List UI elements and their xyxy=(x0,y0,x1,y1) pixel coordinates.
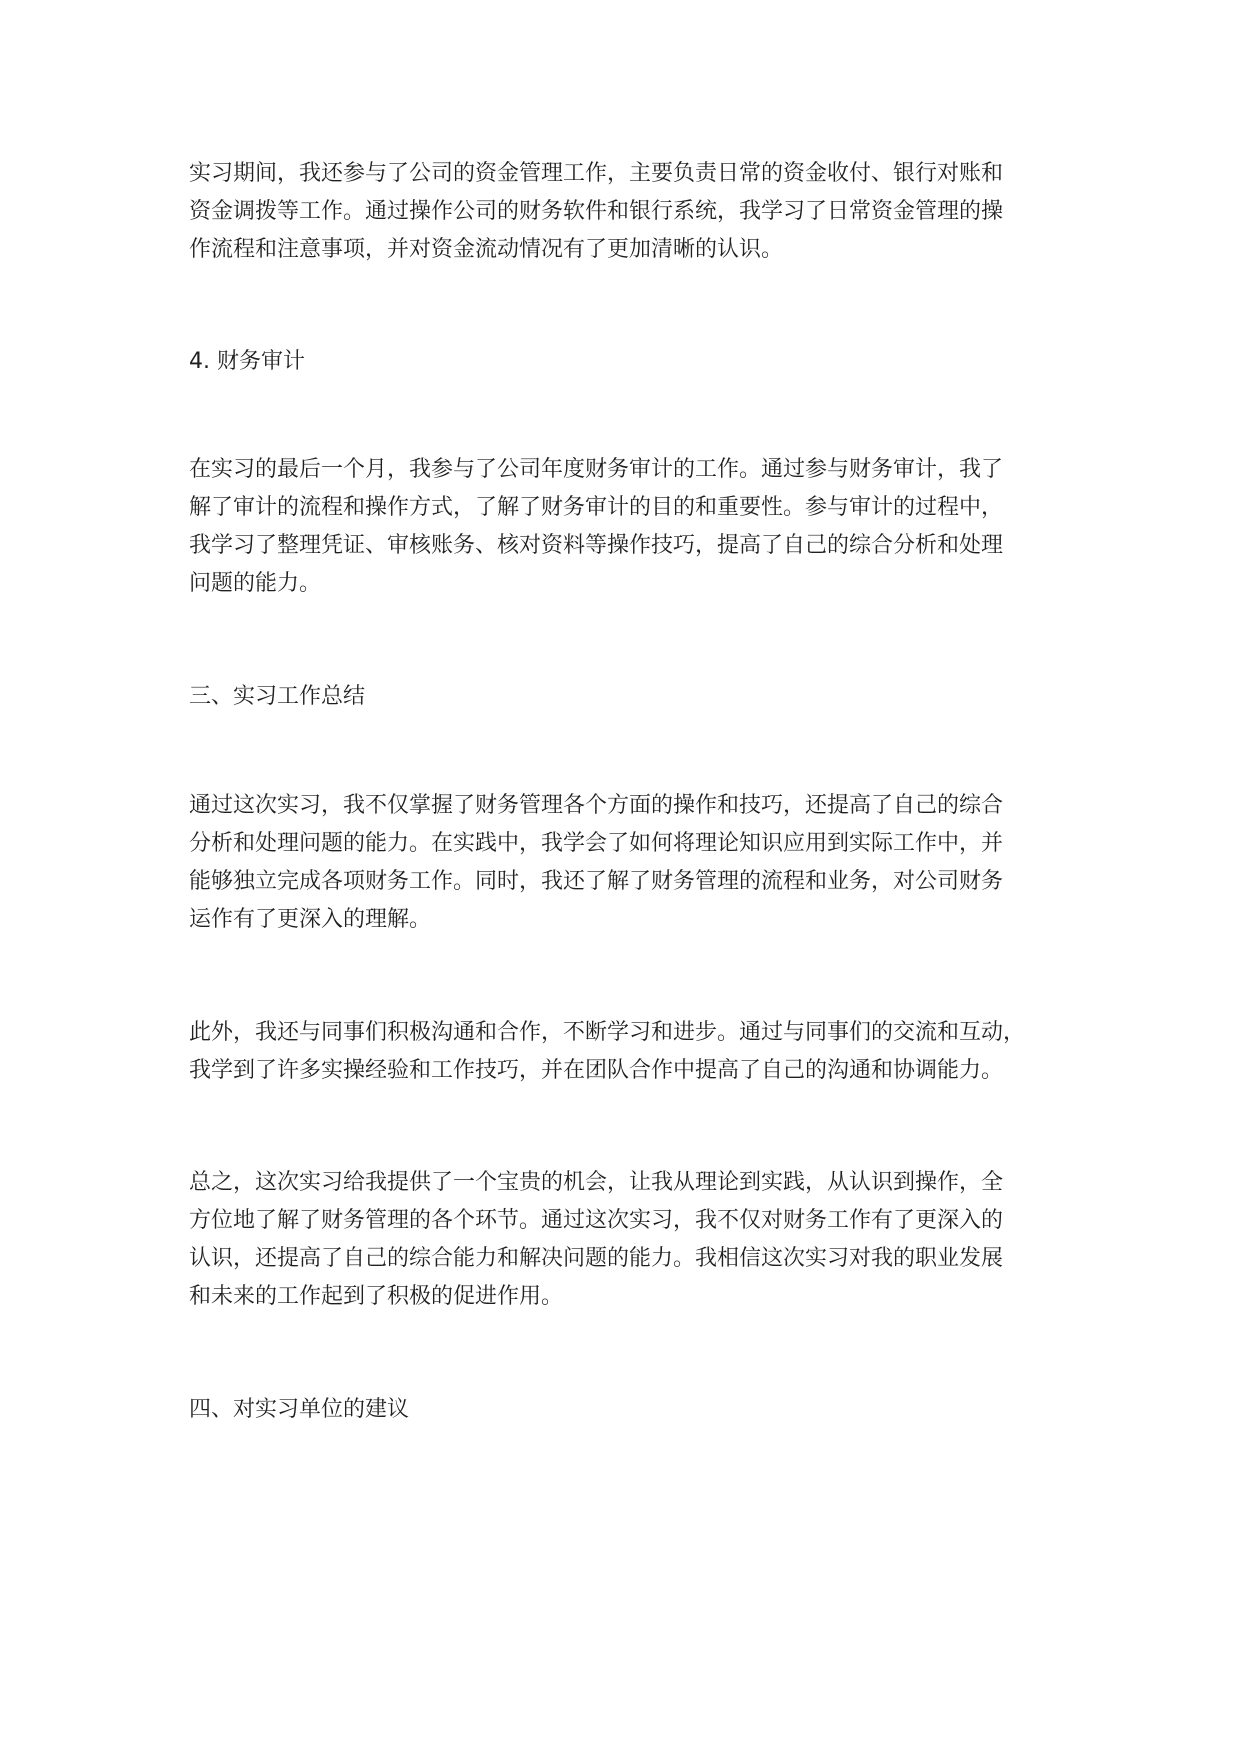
paragraph-line: 能够独立完成各项财务工作。同时，我还了解了财务管理的流程和业务，对公司财务 xyxy=(189,869,1004,894)
paragraph-line: 认识，还提高了自己的综合能力和解决问题的能力。我相信这次实习对我的职业发展 xyxy=(189,1246,1004,1271)
paragraph-summary-skills xyxy=(189,787,1089,939)
paragraph-line: 在实习的最后一个月，我参与了公司年度财务审计的工作。通过参与财务审计，我了 xyxy=(189,457,1004,482)
paragraph-line: 分析和处理问题的能力。在实践中，我学会了如何将理论知识应用到实际工作中，并 xyxy=(189,831,1004,856)
paragraph-line: 方位地了解了财务管理的各个环节。通过这次实习，我不仅对财务工作有了更深入的 xyxy=(189,1208,1004,1233)
paragraph-line: 运作有了更深入的理解。 xyxy=(189,907,432,932)
section-heading-financial-audit: 4. 财务审计 xyxy=(189,349,305,374)
section-heading-suggestions: 四、对实习单位的建议 xyxy=(189,1397,410,1422)
paragraph-line: 和未来的工作起到了积极的促进作用。 xyxy=(189,1284,564,1309)
paragraph-line: 解了审计的流程和操作方式，了解了财务审计的目的和重要性。参与审计的过程中， xyxy=(189,495,1004,520)
paragraph-line: 问题的能力。 xyxy=(189,571,322,596)
paragraph-line: 资金调拨等工作。通过操作公司的财务软件和银行系统，我学习了日常资金管理的操 xyxy=(189,199,1004,224)
paragraph-audit xyxy=(189,451,1089,603)
paragraph-line: 总之，这次实习给我提供了一个宝贵的机会，让我从理论到实践，从认识到操作，全 xyxy=(189,1170,1004,1195)
paragraph-fund-management xyxy=(189,155,1089,269)
paragraph-line: 作流程和注意事项，并对资金流动情况有了更加清晰的认识。 xyxy=(189,237,784,262)
paragraph-line: 实习期间，我还参与了公司的资金管理工作，主要负责日常的资金收付、银行对账和 xyxy=(189,161,1004,186)
paragraph-conclusion xyxy=(189,1164,1089,1316)
paragraph-line: 我学到了许多实操经验和工作技巧，并在团队合作中提高了自己的沟通和协调能力。 xyxy=(189,1058,1004,1083)
paragraph-teamwork xyxy=(189,1014,1089,1090)
section-heading-internship-summary: 三、实习工作总结 xyxy=(189,684,366,709)
paragraph-line: 此外，我还与同事们积极沟通和合作，不断学习和进步。通过与同事们的交流和互动， xyxy=(189,1020,1026,1045)
paragraph-line: 我学习了整理凭证、审核账务、核对资料等操作技巧，提高了自己的综合分析和处理 xyxy=(189,533,1004,558)
paragraph-line: 通过这次实习，我不仅掌握了财务管理各个方面的操作和技巧，还提高了自己的综合 xyxy=(189,793,1004,818)
